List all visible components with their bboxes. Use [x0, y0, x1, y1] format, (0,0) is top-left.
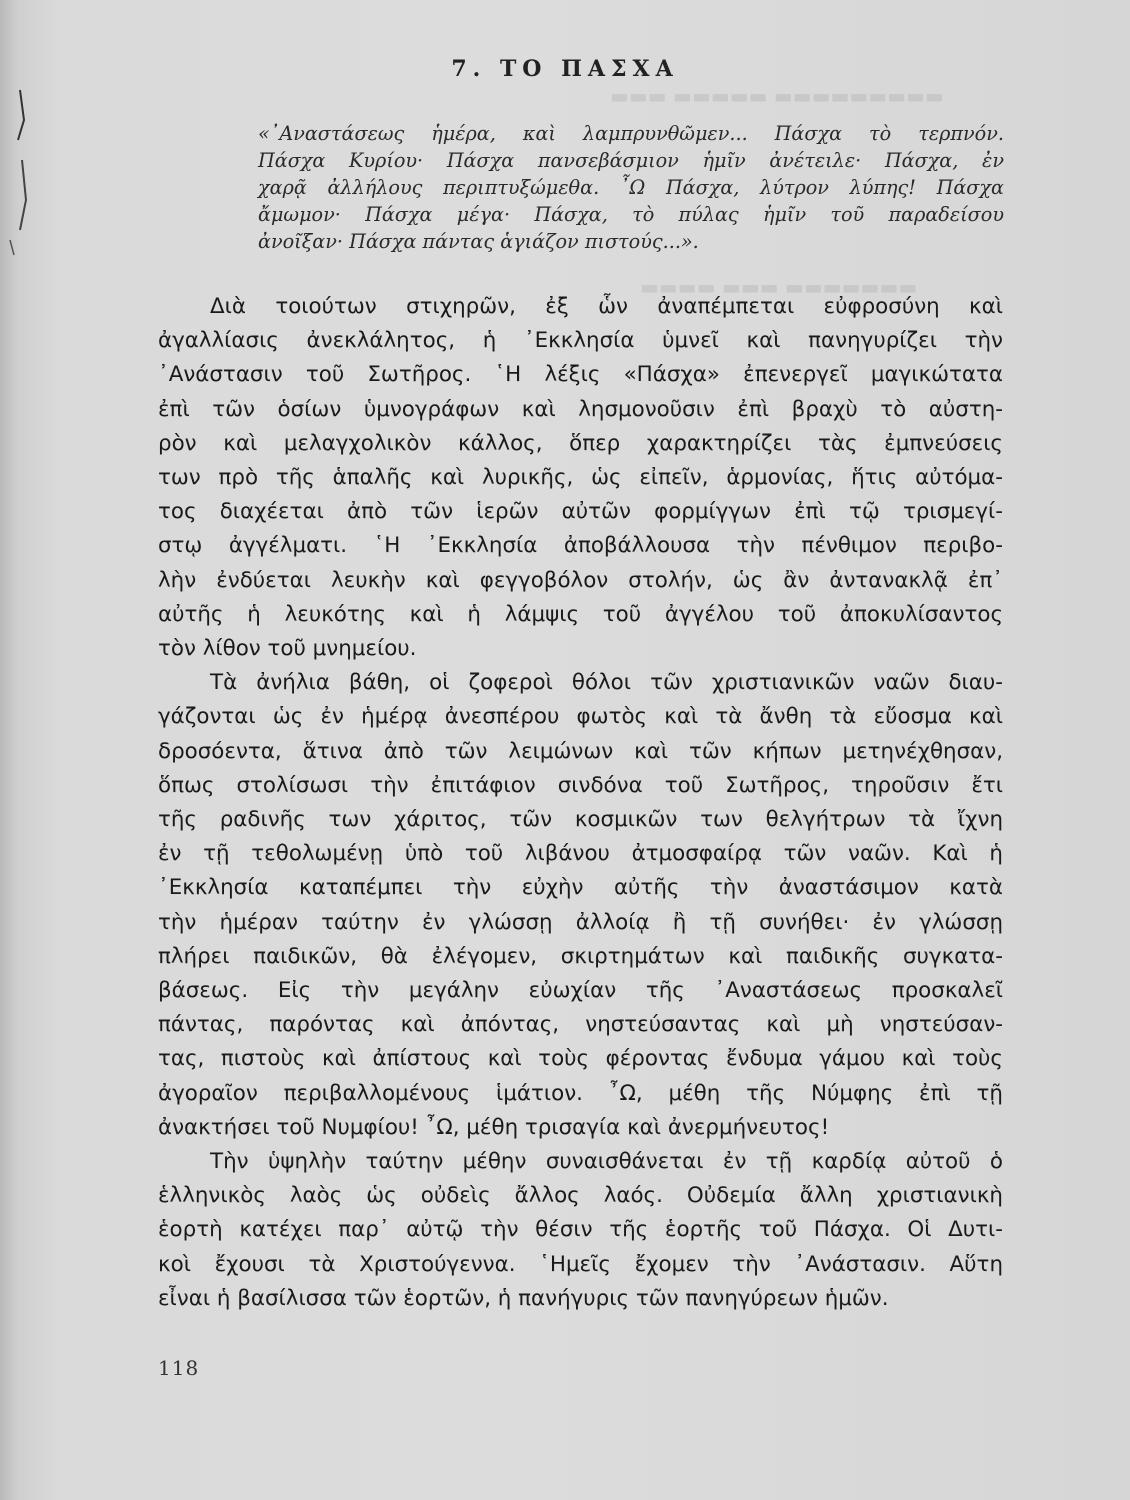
text-line: δροσόεντα, ἅτινα ἀπὸ τῶν λειμώνων καὶ τῶν κήπων μετηνέχθησαν, [158, 738, 1003, 764]
text-line: τῆς ραδινῆς των χάριτος, τῶν κοσμικῶν των θελγήτρων τὰ ἴχνη [158, 807, 1003, 833]
text-line: τὸν λίθον τοῦ μνημείου. [158, 636, 417, 662]
text-line: τὴν ἡμέραν ταύτην ἐν γλώσσῃ ἀλλοίᾳ ἢ τῇ συνήθει· ἐν γλώσσῃ [158, 909, 1003, 935]
paragraph-3 [158, 1145, 1003, 1316]
text-line: εἶναι ἡ βασίλισσα τῶν ἑορτῶν, ἡ πανήγυρις τῶν πανηγύρεων ἡμῶν. [158, 1285, 889, 1311]
body-text [158, 290, 1003, 1316]
text-line: Διὰ τοιούτων στιχηρῶν, ἐξ ὧν ἀναπέμπεται εὐφροσύνη καὶ [210, 294, 1003, 319]
text-line: ἑλληνικὸς λαὸς ὡς οὐδεὶς ἄλλος λαός. Οὐδεμία ἄλλη χριστιανικὴ [158, 1183, 1003, 1209]
text-line: ὅπως στολίσωσι τὴν ἐπιτάφιον σινδόνα τοῦ Σωτῆρος, τηροῦσιν ἔτι [158, 772, 1003, 798]
text-line: κοὶ ἔχουσι τὰ Χριστούγεννα. ῾Ημεῖς ἔχομεν τὴν ᾿Ανάστασιν. Αὕτη [158, 1251, 1003, 1277]
text-line: Τὴν ὑψηλὴν ταύτην μέθην συναισθάνεται ἐν τῇ καρδίᾳ αὐτοῦ ὁ [210, 1149, 1003, 1175]
epigraph-line: χαρᾷ ἀλλήλους περιπτυξώμεθα. ῏Ω Πάσχα, λύτρον λύπης! Πάσχα [258, 176, 1004, 199]
text-line: τας, πιστοὺς καὶ ἀπίστους καὶ τοὺς φέροντας ἔνδυμα γάμου καὶ τοὺς [158, 1046, 1003, 1072]
epigraph-line: ἀνοῖξαν· Πάσχα πάντας ἁγιάζον πιστούς...». [258, 230, 699, 253]
text-line: ᾿Ανάστασιν τοῦ Σωτῆρος. ῾Η λέξις «Πάσχα» ἐπενεργεῖ μαγικώτατα [158, 362, 1003, 388]
chapter-title: 7. ΤΟ ΠΑΣΧΑ [451, 56, 679, 82]
text-line: ἐν τῇ τεθολωμένῃ ὑπὸ τοῦ λιβάνου ἀτμοσφαίρᾳ τῶν ναῶν. Καὶ ἡ [158, 841, 1003, 867]
epigraph-line: Πάσχα Κυρίου· Πάσχα πανσεβάσμιον ἡμῖν ἀνέτειλε· Πάσχα, ἐν [258, 149, 1004, 172]
epigraph-quote [258, 120, 1004, 255]
text-line: ἀγοραῖον περιβαλλομένους ἱμάτιον. ῏Ω, μέθη τῆς Νύμφης ἐπὶ τῇ [158, 1080, 1003, 1106]
text-line: ρὸν καὶ μελαγχολικὸν κάλλος, ὅπερ χαρακτηρίζει τὰς ἐμπνεύσεις [158, 430, 1003, 456]
text-line: τος διαχέεται ἀπὸ τῶν ἱερῶν αὐτῶν φορμίγγων ἐπὶ τῷ τρισμεγί- [158, 499, 1003, 525]
text-line: ἐπὶ τῶν ὁσίων ὑμνογράφων καὶ λησμονοῦσιν ἐπὶ βραχὺ τὸ αὐστη- [158, 396, 1003, 422]
show-through-text: ▬▬▬ ▬▬▬▬▬ ▬▬▬▬▬▬▬▬▬ [610, 84, 944, 108]
show-through-text: ▬▬▬▬ ▬▬▬ ▬▬▬▬▬▬▬ [640, 275, 918, 299]
text-line: στῳ ἀγγέλματι. ῾Η ᾿Εκκλησία ἀποβάλλουσα τὴν πένθιμον περιβο- [158, 533, 1003, 559]
paragraph-1 [158, 290, 1003, 666]
text-line: ἑορτὴ κατέχει παρ᾿ αὐτῷ τὴν θέσιν τῆς ἑορτῆς τοῦ Πάσχα. Οἱ Δυτι- [158, 1217, 1003, 1243]
text-line: αὐτῆς ἡ λευκότης καὶ ἡ λάμψις τοῦ ἀγγέλου τοῦ ἀποκυλίσαντος [158, 601, 1003, 627]
text-line: ἀνακτήσει τοῦ Νυμφίου! ῏Ω, μέθη τρισαγία καὶ ἀνερμήνευτος! [158, 1114, 830, 1140]
text-line: των πρὸ τῆς ἁπαλῆς καὶ λυρικῆς, ὡς εἰπεῖν, ἁρμονίας, ἥτις αὐτόμα- [158, 465, 1003, 491]
epigraph-line: ἄμωμον· Πάσχα μέγα· Πάσχα, τὸ πύλας ἡμῖν τοῦ παραδείσου [258, 203, 1004, 226]
text-line: πάντας, παρόντας καὶ ἀπόντας, νηστεύσαντας καὶ μὴ νηστεύσαν- [158, 1012, 1003, 1038]
binding-marks [6, 80, 36, 280]
text-line: Τὰ ἀνήλια βάθη, οἱ ζοφεροὶ θόλοι τῶν χριστιανικῶν ναῶν διαυ- [210, 670, 1003, 696]
paragraph-2 [158, 666, 1003, 1145]
page-number: 118 [158, 1356, 200, 1380]
text-line: πλήρει παιδικῶν, θὰ ἐλέγομεν, σκιρτημάτων καὶ παιδικῆς συγκατα- [158, 943, 1003, 969]
epigraph-line: «᾿Αναστάσεως ἡμέρα, καὶ λαμπρυνθῶμεν... Πάσχα τὸ τερπνόν. [258, 122, 1004, 145]
text-line: ἀγαλλίασις ἀνεκλάλητος, ἡ ᾿Εκκλησία ὑμνεῖ καὶ πανηγυρίζει τὴν [158, 328, 1003, 354]
text-line: γάζονται ὡς ἐν ἡμέρᾳ ἀνεσπέρου φωτὸς καὶ τὰ ἄνθη τὰ εὔοσμα καὶ [158, 704, 1003, 730]
text-line: ᾿Εκκλησία καταπέμπει τὴν εὐχὴν αὐτῆς τὴν ἀναστάσιμον κατὰ [158, 875, 1003, 901]
text-line: λὴν ἐνδύεται λευκὴν καὶ φεγγοβόλον στολήν, ὡς ἂν ἀντανακλᾷ ἐπ᾿ [158, 567, 1003, 593]
text-line: βάσεως. Εἰς τὴν μεγάλην εὐωχίαν τῆς ᾿Αναστάσεως προσκαλεῖ [158, 978, 1003, 1004]
